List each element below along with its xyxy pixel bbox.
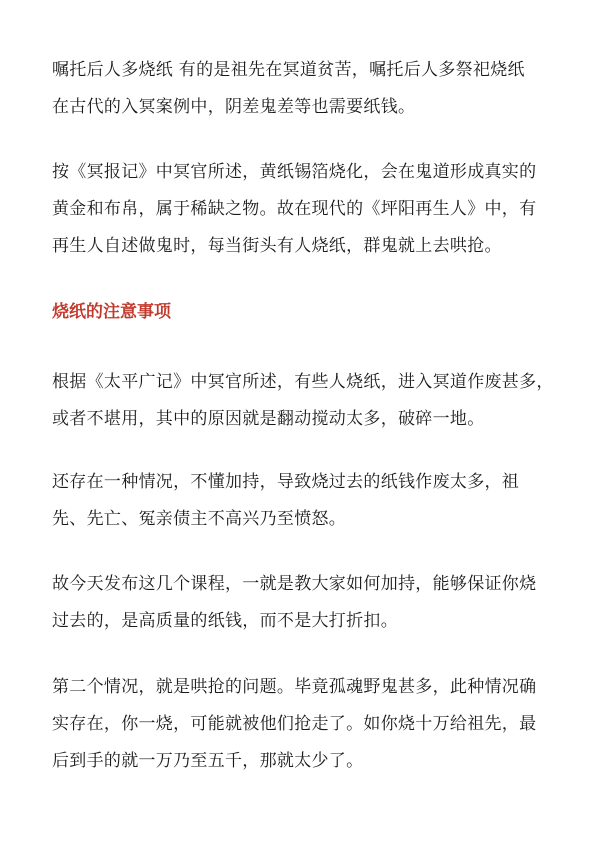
paragraph-courses xyxy=(52,566,572,640)
text-line: 黄金和布帛，属于稀缺之物。故在现代的《坪阳再生人》中，有 xyxy=(52,199,537,219)
text-line: 按《冥报记》中冥官所述，黄纸锡箔烧化，会在鬼道形成真实的 xyxy=(52,162,537,182)
text-line: 先、先亡、冤亲债主不高兴乃至愤怒。 xyxy=(52,509,347,529)
text-line: 过去的，是高质量的纸钱，而不是大打折扣。 xyxy=(52,611,398,631)
paragraph-no-blessing xyxy=(52,464,572,538)
text-line: 嘱托后人多烧纸 有的是祖先在冥道贫苦，嘱托后人多祭祀烧纸 xyxy=(52,60,525,80)
text-line: 还存在一种情况，不懂加持，导致烧过去的纸钱作废太多，祖 xyxy=(52,472,520,492)
text-line: 实存在，你一烧，可能就被他们抢走了。如你烧十万给祖先，最 xyxy=(52,714,537,734)
paragraph-looting xyxy=(52,669,572,780)
text-line: 后到手的就一万乃至五千，那就太少了。 xyxy=(52,751,364,771)
text-line: 或者不堪用，其中的原因就是翻动搅动太多，破碎一地。 xyxy=(52,409,485,429)
text-line: 根据《太平广记》中冥官所述，有些人烧纸，进入冥道作废甚多， xyxy=(52,372,554,392)
text-line: 故今天发布这几个课程，一就是教大家如何加持，能够保证你烧 xyxy=(52,574,537,594)
text-line: 第二个情况，就是哄抢的问题。毕竟孤魂野鬼甚多，此种情况确 xyxy=(52,677,537,697)
text-line: 在古代的入冥案例中，阴差鬼差等也需要纸钱。 xyxy=(52,97,416,117)
section-heading: 烧纸的注意事项 xyxy=(52,302,171,322)
text-line: 再生人自述做鬼时，每当街头有人烧纸，群鬼就上去哄抢。 xyxy=(52,236,502,256)
paragraph-taiping-guangji xyxy=(52,364,572,438)
paragraph-mingbaoji xyxy=(52,154,572,265)
paragraph-intro-offerings xyxy=(52,52,572,126)
